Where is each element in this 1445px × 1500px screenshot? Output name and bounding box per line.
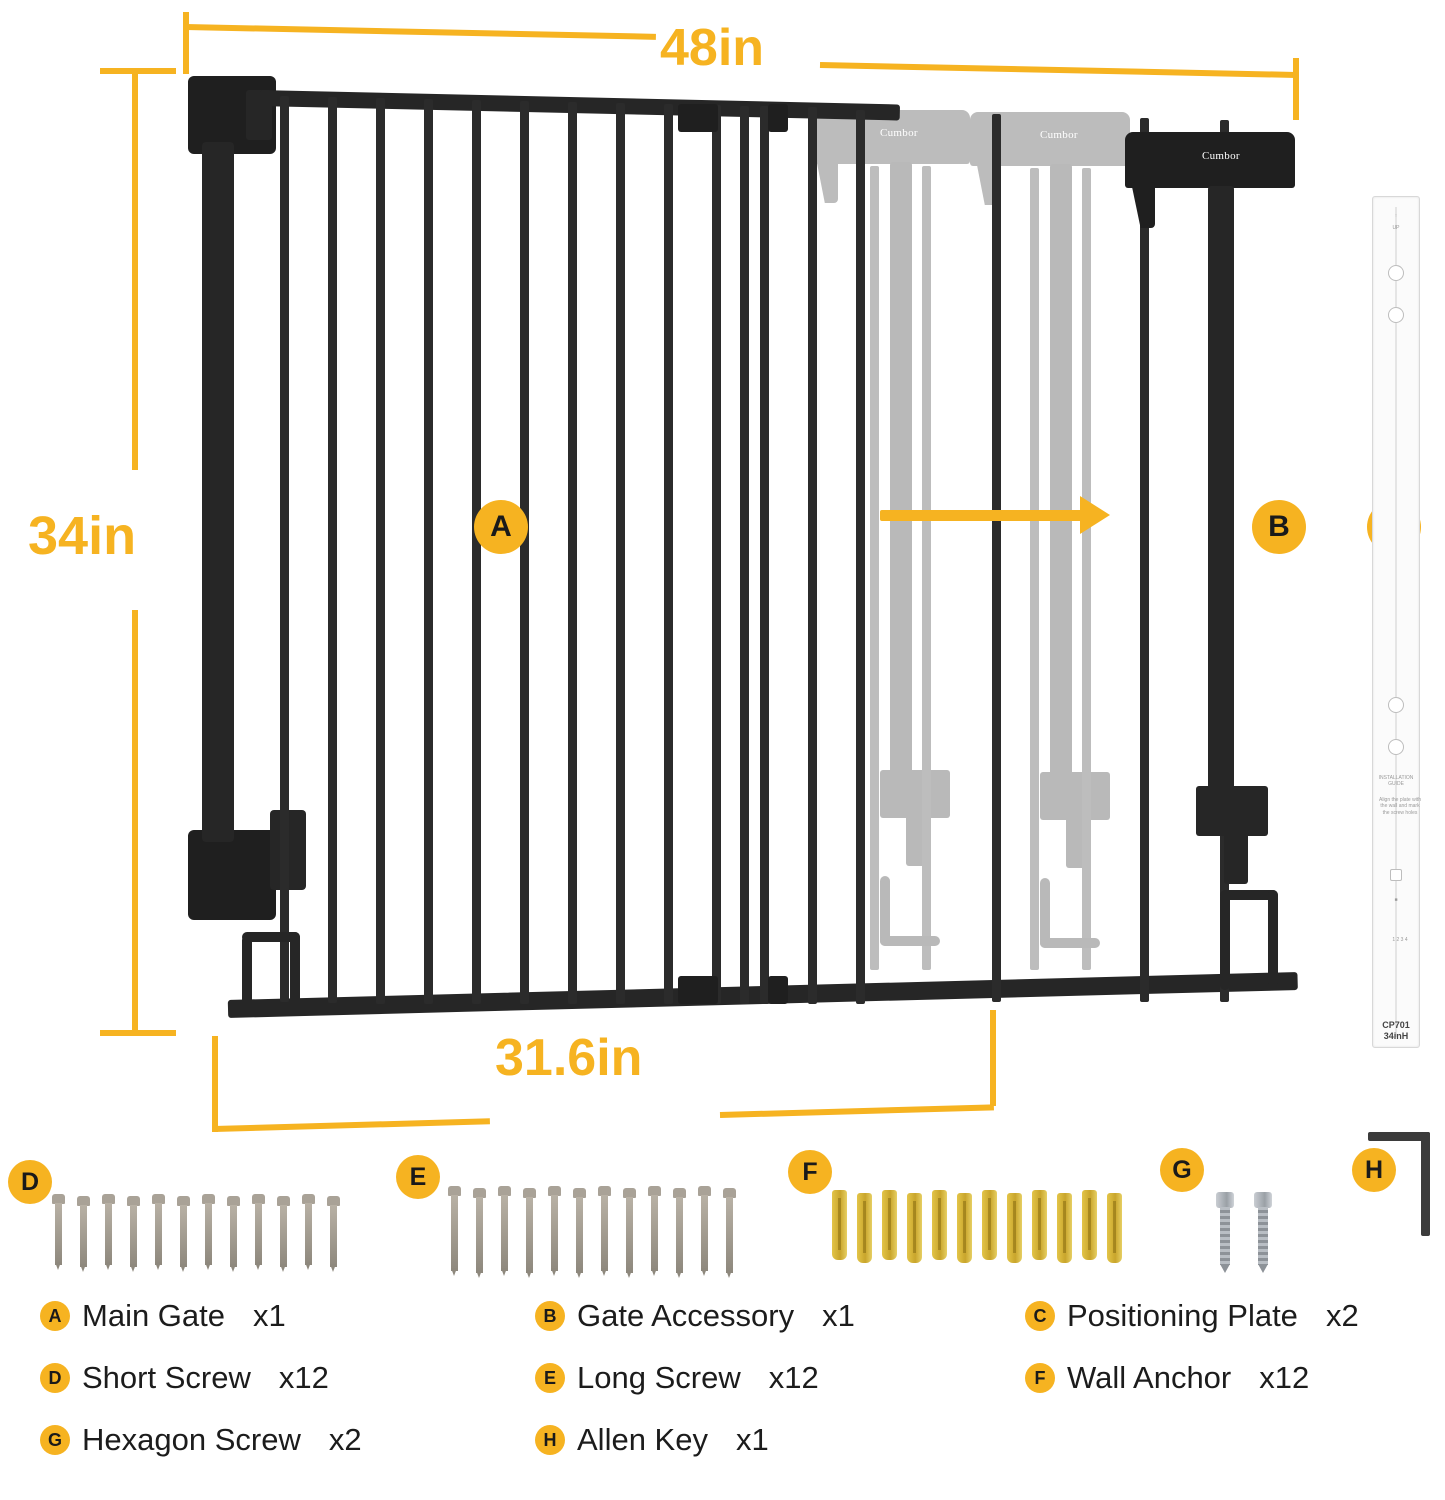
- legend-label-e: Long Screw: [577, 1360, 741, 1395]
- legend-label-g: Hexagon Screw: [82, 1422, 301, 1457]
- legend-badge-e: E: [535, 1363, 565, 1393]
- callout-badge-g: G: [1160, 1148, 1204, 1192]
- short-screw-group: [52, 1188, 352, 1278]
- wall-anchor-item: [832, 1190, 847, 1260]
- legend-item-c: [1025, 1298, 1359, 1334]
- callout-badge-d: D: [8, 1160, 52, 1204]
- long-screw-group: [448, 1182, 748, 1282]
- legend-badge-h: H: [535, 1425, 565, 1455]
- parts-legend: [40, 1298, 1420, 1484]
- legend-label-d: Short Screw: [82, 1360, 251, 1395]
- legend-row-2: [40, 1360, 1420, 1422]
- legend-label-f: Wall Anchor: [1067, 1360, 1232, 1395]
- callout-badge-h: H: [1352, 1148, 1396, 1192]
- wall-anchor-item: [1107, 1193, 1122, 1263]
- legend-label-a: Main Gate: [82, 1298, 226, 1333]
- legend-qty-a: x1: [253, 1298, 286, 1333]
- gate-illustration: [180, 70, 1310, 1030]
- legend-qty-f: x12: [1259, 1360, 1310, 1395]
- legend-label-h: Allen Key: [577, 1422, 708, 1457]
- wall-anchor-item: [1007, 1193, 1022, 1263]
- legend-row-3: [40, 1422, 1420, 1484]
- wall-anchor-item: [1057, 1193, 1072, 1263]
- legend-badge-c: C: [1025, 1301, 1055, 1331]
- legend-qty-e: x12: [768, 1360, 819, 1395]
- wall-anchor-item: [882, 1190, 897, 1260]
- left-dimension-label: 34in: [28, 506, 137, 566]
- plate-code-line2: 34inH: [1383, 1030, 1409, 1041]
- legend-badge-d: D: [40, 1363, 70, 1393]
- legend-badge-g: G: [40, 1425, 70, 1455]
- legend-qty-b: x1: [822, 1298, 855, 1333]
- callout-badge-b: B: [1252, 500, 1306, 554]
- legend-badge-a: A: [40, 1301, 70, 1331]
- positioning-plate: ↑ UP INSTALLATION GUIDE Align the plate with the wall and mark the screw holes ■ 1 2 3 4 CP701 34inH: [1372, 196, 1420, 1048]
- legend-item-b: [535, 1298, 855, 1334]
- legend-item-f: [1025, 1360, 1309, 1396]
- wall-anchor-item: [957, 1193, 972, 1263]
- legend-badge-f: F: [1025, 1363, 1055, 1393]
- plate-code: [1373, 1020, 1419, 1041]
- legend-item-e: [535, 1360, 819, 1396]
- plate-note-bottom: 1 2 3 4: [1392, 937, 1408, 943]
- legend-qty-c: x2: [1325, 1298, 1359, 1333]
- wall-anchor-item: [1032, 1190, 1047, 1260]
- legend-badge-b: B: [535, 1301, 565, 1331]
- legend-item-a: [40, 1298, 286, 1334]
- legend-row-1: [40, 1298, 1420, 1360]
- brand-label-ghost-1: Cumbor: [880, 127, 918, 139]
- legend-qty-h: x1: [735, 1422, 769, 1457]
- legend-qty-d: x12: [278, 1360, 329, 1395]
- wall-anchor-item: [857, 1193, 872, 1263]
- legend-item-g: [40, 1422, 362, 1458]
- legend-item-h: [535, 1422, 769, 1458]
- legend-qty-g: x2: [328, 1422, 362, 1457]
- callout-badge-e: E: [396, 1155, 440, 1199]
- brand-label-accessory: Cumbor: [1202, 150, 1240, 162]
- legend-label-c: Positioning Plate: [1067, 1298, 1298, 1333]
- wall-anchor-item: [907, 1193, 922, 1263]
- plate-up-label: UP: [1392, 225, 1400, 231]
- top-dimension-label: 48in: [660, 19, 765, 77]
- wall-anchor-item: [932, 1190, 947, 1260]
- brand-label-ghost-2: Cumbor: [1040, 129, 1078, 141]
- allen-key: [1368, 1132, 1438, 1242]
- callout-badge-f: F: [788, 1150, 832, 1194]
- legend-item-d: [40, 1360, 329, 1396]
- plate-code-line1: CP701: [1382, 1020, 1410, 1031]
- plate-note-top: INSTALLATION GUIDE: [1378, 775, 1414, 788]
- plate-note-mid: Align the plate with the wall and mark the screw holes: [1379, 797, 1421, 816]
- hexagon-screw-group: [1216, 1192, 1306, 1282]
- legend-label-b: Gate Accessory: [577, 1298, 795, 1333]
- wall-anchor-item: [1082, 1190, 1097, 1260]
- bottom-dimension-label: 31.6in: [495, 1029, 643, 1087]
- wall-anchor-group: [832, 1186, 1132, 1276]
- wall-anchor-item: [982, 1190, 997, 1260]
- callout-badge-a: A: [474, 500, 528, 554]
